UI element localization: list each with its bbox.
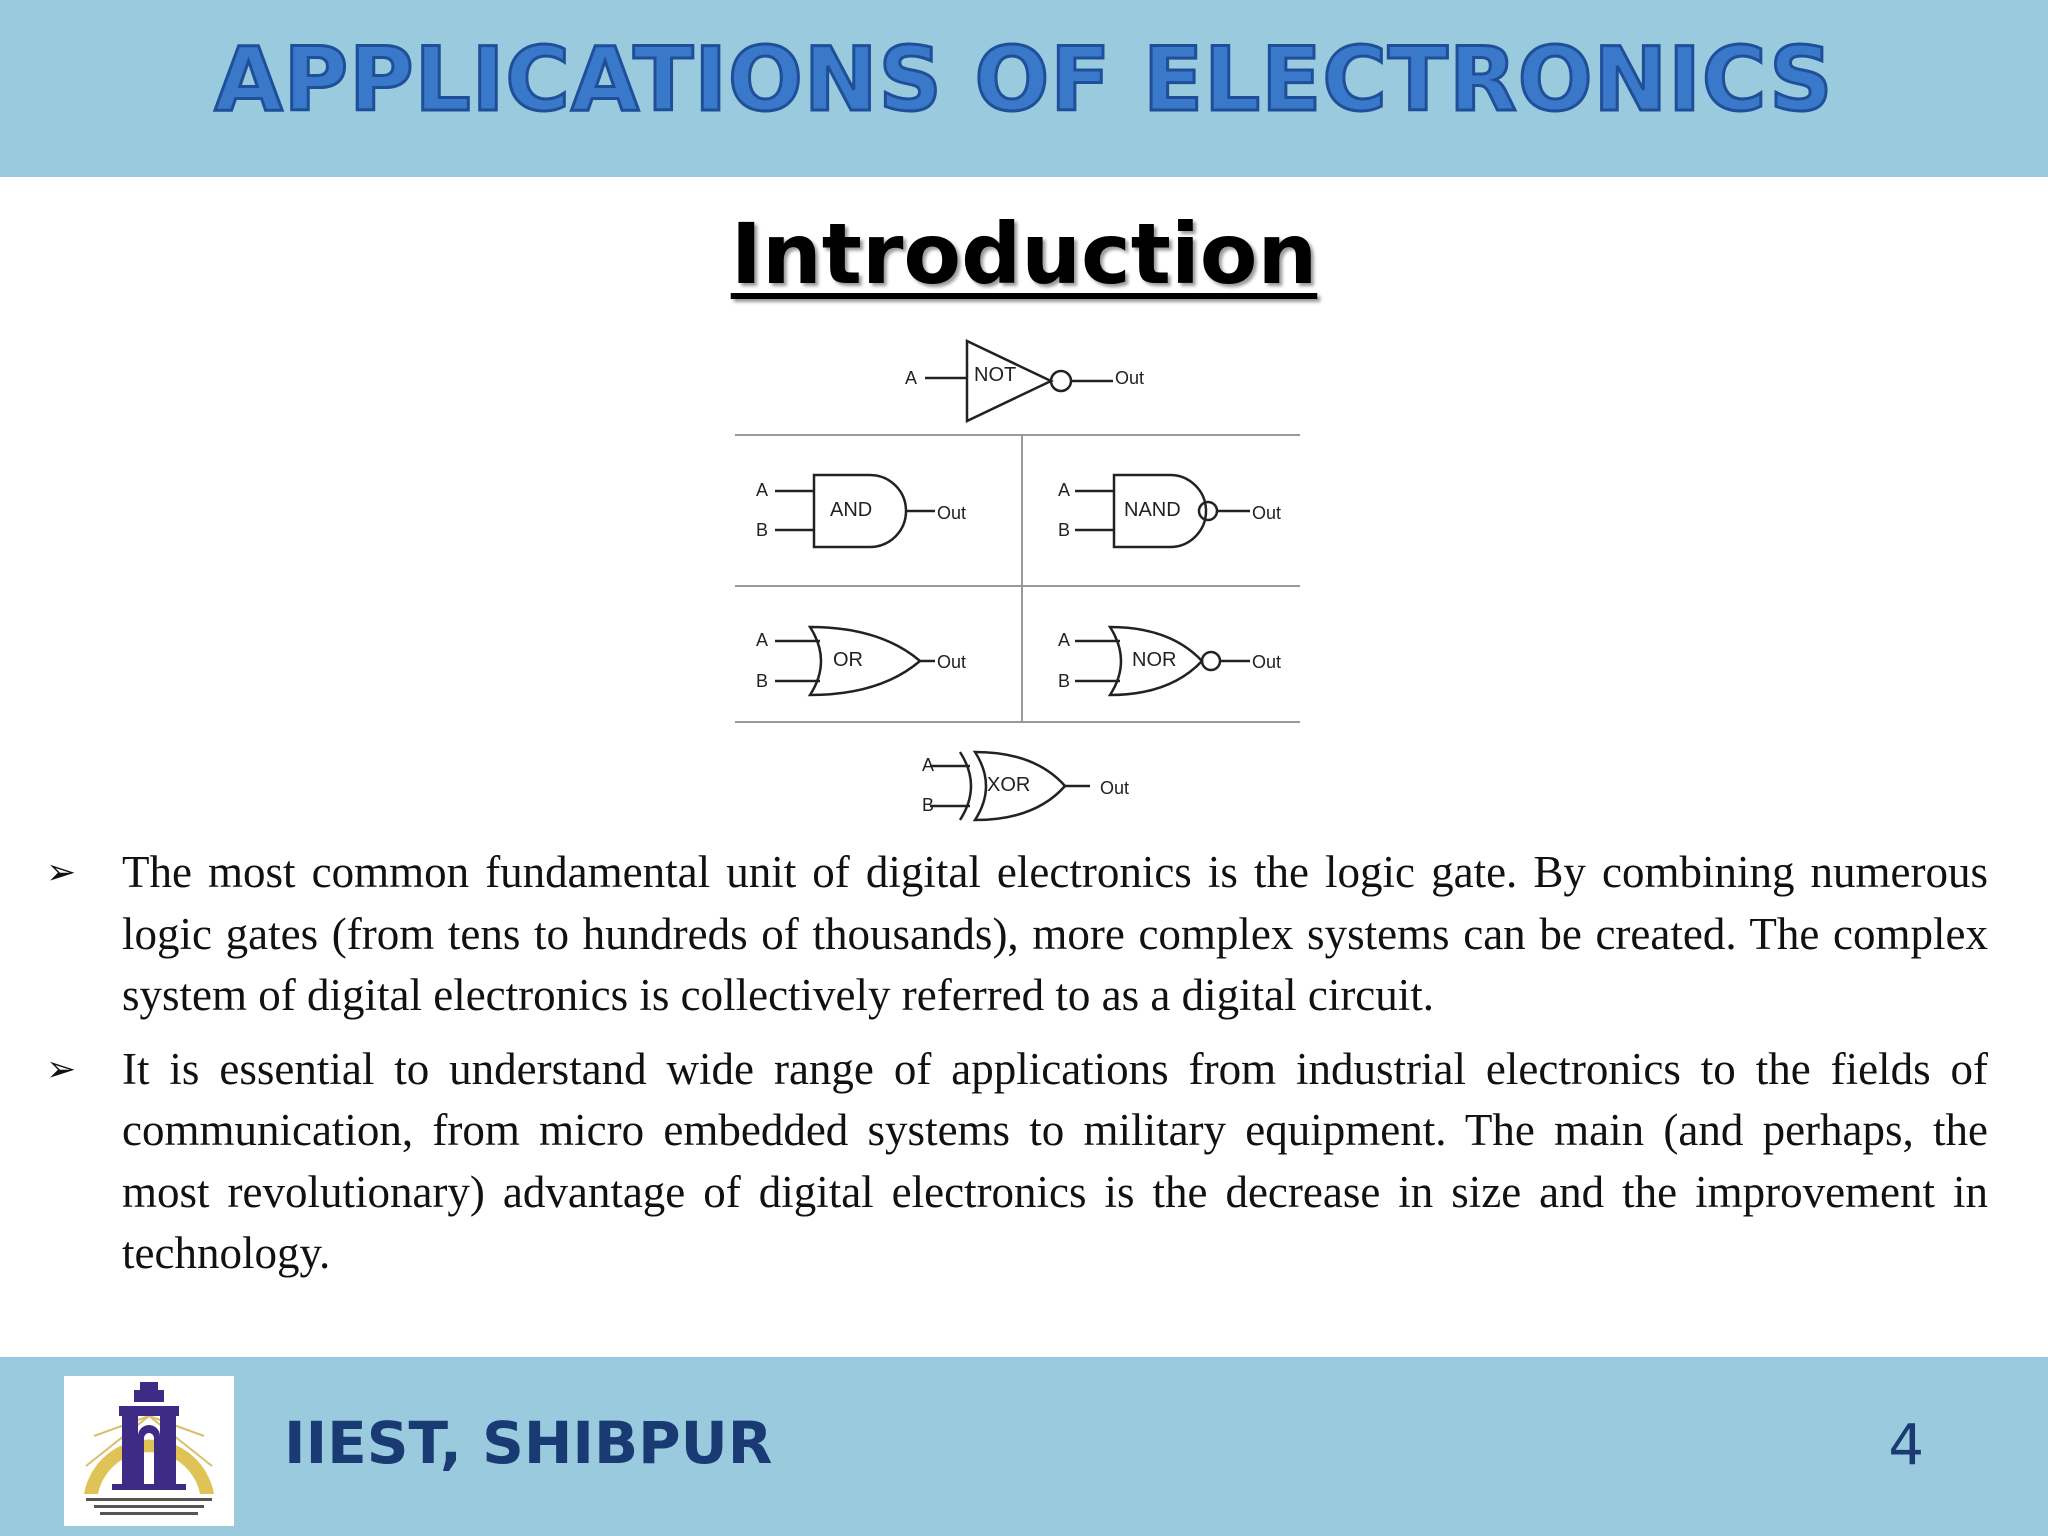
slide-header-title: APPLICATIONS OF ELECTRONICS	[214, 28, 1834, 131]
not-gate	[905, 341, 1144, 421]
institute-logo	[64, 1376, 234, 1526]
bullet-text: It is essential to understand wide range of applications from industrial electronics to the fields of communication, from micro embedded systems to military equipment. The main (and perhaps, the most revolutionary) advantage of digital electronics is the decrease in size and the improvement in technology.	[122, 1043, 1988, 1278]
header-band	[0, 0, 2048, 177]
and-input-a: A	[756, 480, 769, 500]
section-heading	[0, 205, 2048, 303]
nand-gate-label: NAND	[1124, 499, 1181, 521]
or-gate	[756, 627, 966, 695]
nor-input-a: A	[1058, 630, 1071, 650]
bullet-item	[40, 842, 1988, 1027]
footer-org-name: IIEST, SHIBPUR	[284, 1409, 773, 1477]
nor-gate-label: NOR	[1132, 649, 1177, 671]
arrow-bullet-icon: ➢	[46, 852, 77, 893]
and-gate	[756, 475, 966, 547]
footer-band	[0, 1357, 2048, 1536]
not-output-label: Out	[1115, 368, 1145, 388]
section-title: Introduction	[730, 205, 1318, 303]
or-input-a: A	[756, 630, 769, 650]
page-number: 4	[1888, 1413, 1924, 1478]
nand-gate	[1058, 475, 1281, 547]
nand-output-label: Out	[1252, 503, 1282, 523]
nand-input-b: B	[1058, 520, 1071, 540]
bullet-list	[40, 842, 1988, 1297]
nor-output-label: Out	[1252, 652, 1282, 672]
xor-gate	[922, 752, 1129, 820]
and-input-b: B	[756, 520, 769, 540]
arrow-bullet-icon: ➢	[46, 1048, 77, 1090]
nor-gate	[1058, 627, 1281, 695]
or-input-b: B	[756, 671, 769, 691]
and-output-label: Out	[937, 503, 967, 523]
xor-input-b: B	[922, 795, 935, 815]
nor-input-b: B	[1058, 671, 1071, 691]
bullet-item	[40, 1039, 1988, 1285]
xor-input-a: A	[922, 755, 935, 775]
not-input-a: A	[905, 368, 918, 388]
xor-gate-label: XOR	[987, 774, 1031, 796]
logic-gates-diagram	[730, 325, 1300, 830]
bullet-text: The most common fundamental unit of digital electronics is the logic gate. By combining numerous logic gates (from tens to hundreds of thousands), more complex systems can be created. The complex system of digital electronics is collectively referred to as a digital circuit.	[122, 847, 1988, 1020]
or-gate-label: OR	[833, 649, 863, 671]
xor-output-label: Out	[1100, 778, 1130, 798]
or-output-label: Out	[937, 652, 967, 672]
nand-input-a: A	[1058, 480, 1071, 500]
and-gate-label: AND	[830, 499, 873, 521]
not-gate-label: NOT	[974, 364, 1017, 386]
